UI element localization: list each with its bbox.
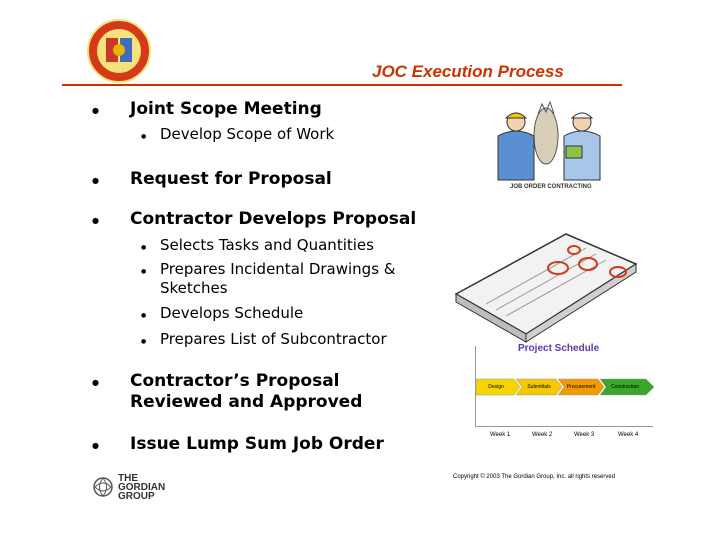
subitem-develops-schedule: Develops Schedule [160, 304, 304, 322]
phase-label-procurement: Procurement [566, 384, 596, 390]
schedule-title: Project Schedule [518, 343, 600, 354]
item-request-for-proposal: Request for Proposal [130, 169, 332, 189]
gordian-group-wordmark: THE GORDIAN GROUP [118, 473, 166, 502]
sub-bullet-icon: ● [141, 312, 147, 319]
binder-illustration [446, 224, 646, 344]
workers-illustration [486, 92, 612, 192]
city-seal-logo [86, 18, 152, 84]
bullet-icon: ● [92, 106, 99, 115]
bullet-icon: ● [92, 441, 99, 450]
item-joint-scope-meeting: Joint Scope Meeting [130, 99, 322, 119]
subitem-selects-tasks: Selects Tasks and Quantities [160, 236, 374, 254]
page-title: JOC Execution Process [372, 62, 564, 81]
bullet-icon: ● [92, 216, 99, 225]
subitem-list-subcontractor: Prepares List of Subcontractor [160, 330, 387, 348]
week-label: Week 3 [574, 432, 595, 438]
item-contractor-develops-proposal: Contractor Develops Proposal [130, 209, 417, 229]
schedule-baseline [475, 426, 653, 427]
week-label: Week 1 [490, 432, 511, 438]
phase-label-design: Design [488, 384, 504, 390]
gordian-knot-logo [92, 476, 114, 498]
phase-label-submittals: Submittals [527, 384, 551, 390]
sub-bullet-icon: ● [141, 268, 147, 275]
sub-bullet-icon: ● [141, 338, 147, 345]
illustration-caption: JOB ORDER CONTRACTING [510, 184, 592, 190]
subitem-develop-scope: Develop Scope of Work [160, 125, 335, 143]
item-proposal-reviewed: Contractor’s Proposal Reviewed and Approved [130, 371, 363, 412]
phase-label-construction: Construction [610, 384, 640, 390]
copyright-notice: Copyright © 2003 The Gordian Group, Inc. all rights reserved [453, 474, 616, 480]
sub-bullet-icon: ● [141, 133, 147, 140]
bullet-icon: ● [92, 378, 99, 387]
week-label: Week 4 [618, 432, 639, 438]
title-underline [62, 84, 622, 86]
subitem-prepares-drawings: Prepares Incidental Drawings & Sketches [160, 260, 396, 297]
week-label: Week 2 [532, 432, 553, 438]
sub-bullet-icon: ● [141, 244, 147, 251]
bullet-icon: ● [92, 176, 99, 185]
item-issue-lump-sum: Issue Lump Sum Job Order [130, 434, 384, 454]
